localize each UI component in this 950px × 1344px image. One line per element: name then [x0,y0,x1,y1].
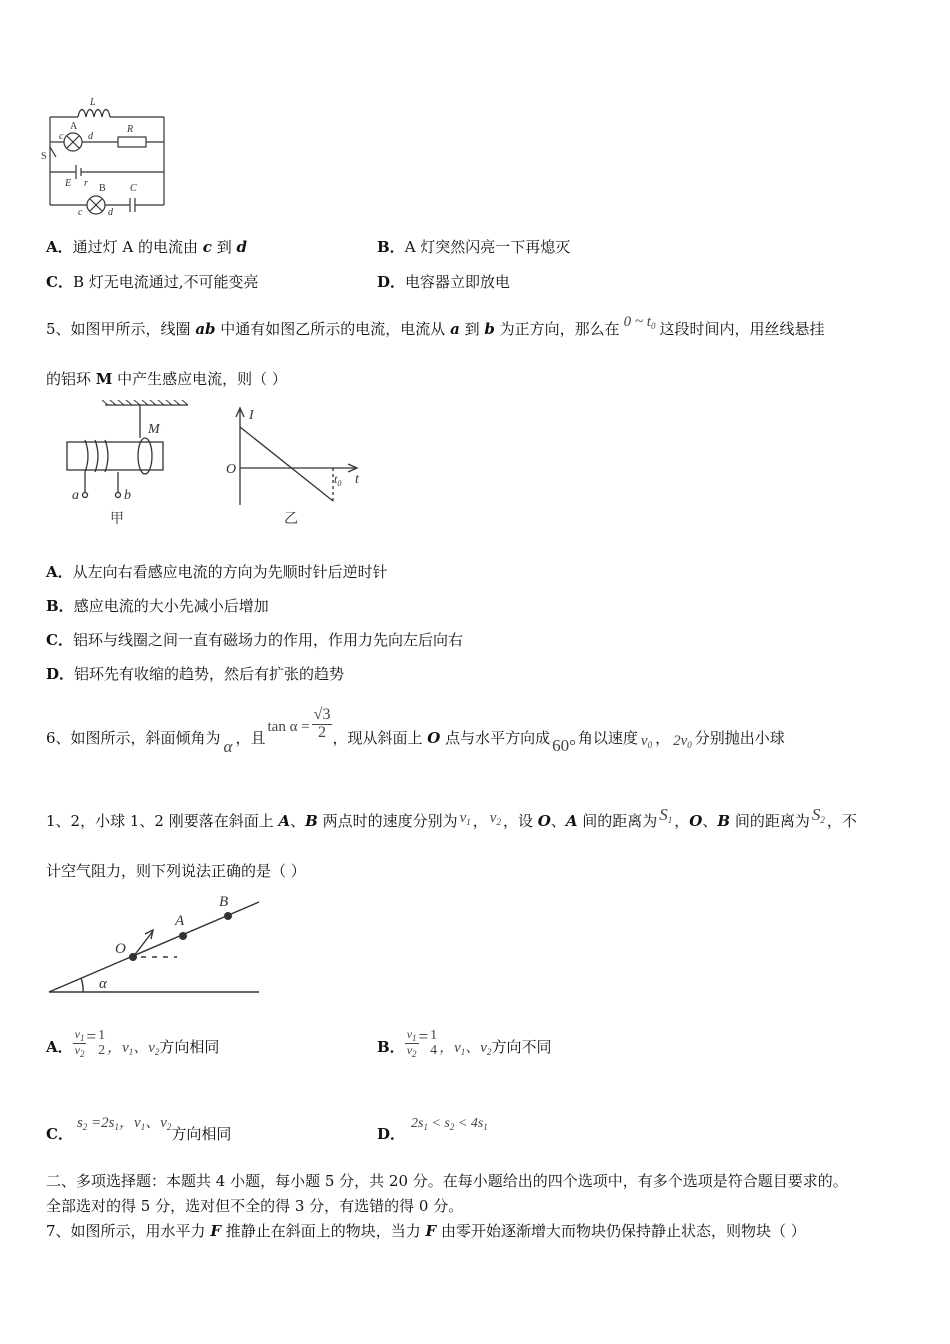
option-letter: B． [377,238,405,256]
fig-label-a: a [72,488,79,503]
q6-stem-line1: 6、如图所示，斜面倾角为 α ，且tan α = $\frac{√3}{2}$ ，现从斜面上 O 点与水平方向成 60° 角以速度 $v_0$ ， $2v_0$ 分别抛出小球 [46,706,785,757]
q7-stem: 7、如图所示，用水平力 F 推静止在斜面上的物块，当力 F 由零开始逐渐增大而物块仍保持静止状态，则物块（ ） [46,1222,806,1240]
q5-option-c[interactable]: C．铝环与线圈之间一直有磁场力的作用，作用力先向左后向右 [46,631,463,649]
coil-figure [60,400,190,530]
option-letter: D． [377,1125,406,1143]
circuit-figure [38,92,173,222]
current-graph [220,405,370,530]
q4-option-c[interactable]: C．B 灯无电流通过,不可能变亮 [46,273,259,291]
q6-option-c[interactable]: C．$s_2 =2s_1$，$v_1$、$v_2$方向相同 [46,1115,232,1143]
fig-label-d2: d [108,207,113,218]
option-letter: C． [46,273,73,291]
origin-label: O [226,462,237,477]
q4-option-b[interactable]: B．A 灯突然闪亮一下再熄灭 [377,238,571,256]
option-letter: B． [377,1037,405,1056]
fig-label-A: A [70,121,78,132]
fig-caption-yi: 乙 [284,512,298,527]
fig-label-b: b [124,488,131,503]
option-letter: A． [46,563,73,581]
q4-option-d[interactable]: D．电容器立即放电 [377,273,511,291]
fig-label-L: L [90,97,96,108]
fig-label-r: r [84,178,88,189]
q6-stem-line3: 计空气阻力，则下列说法正确的是（ ） [46,862,306,880]
option-letter: D． [377,273,406,291]
q6-option-d[interactable]: D．$2s_1 < s_2 < 4s_1$ [377,1116,488,1143]
fig-label-c2: c [78,207,83,218]
fig-label-M: M [148,422,160,437]
fig-label-alpha: α [99,976,107,992]
axis-label-t: t [355,472,359,487]
q5-option-d[interactable]: D．铝环先有收缩的趋势，然后有扩张的趋势 [46,665,345,683]
fig-label-B: B [219,894,229,910]
t0-label: $t_0$ [334,472,342,488]
q6-option-a[interactable]: A． $\frac{v_1}{v_2}$ = 1 2 ，$v_1$、$v_2$方向相同 [46,1026,220,1060]
fig-label-E: E [65,178,72,189]
option-letter: C． [46,631,73,649]
option-letter: A． [46,1037,73,1056]
section2-heading-line2: 全部选对的得 5 分，选对但不全的得 3 分，有选错的得 0 分。 [46,1197,464,1215]
fig-label-c: c [59,131,64,142]
q5-stem-line2: 的铝环 M 中产生感应电流，则（ ） [46,370,287,388]
fig-label-A: A [175,913,185,929]
fig-label-C: C [130,183,137,194]
axis-label-I: I [249,408,254,423]
incline-figure [45,890,265,1000]
q5-stem-line1: 5、如图甲所示，线圈 ab 中通有如图乙所示的电流，电流从 a 到 b 为正方向，那么在 0 ~ $t_0$ 这段时间内，用丝线悬挂 [46,314,825,338]
option-letter: D． [46,665,75,683]
option-letter: A． [46,238,73,256]
q6-option-b[interactable]: B． $\frac{v_1}{v_2}$ = 1 4 ，$v_1$、$v_2$方向不同 [377,1026,552,1060]
option-letter: B． [46,597,74,615]
q4-option-a[interactable]: A．通过灯 A 的电流由 c 到 d [46,238,247,256]
option-letter: C． [46,1125,73,1143]
fig-caption-jia: 甲 [110,512,124,527]
fig-label-d: d [88,131,93,142]
section2-heading-line1: 二、多项选择题：本题共 4 小题，每小题 5 分，共 20 分。在每小题给出的四个选项中，有多个选项是符合题目要求的。 [46,1172,848,1190]
fig-label-R: R [127,124,134,135]
q6-stem-line2: 1、2，小球 1、2 刚要落在斜面上 A、B 两点时的速度分别为 $v_1$ ， $v_2$ ，设 O、A 间的距离为 $S_1$ ，O、B 间的距离为 $S_2$ ，不 [46,805,857,830]
fig-label-S: S [41,151,47,162]
fig-label-B: B [99,183,106,194]
fig-label-O: O [115,941,126,957]
q5-option-b[interactable]: B．感应电流的大小先减小后增加 [46,597,269,615]
q5-option-a[interactable]: A．从左向右看感应电流的方向为先顺时针后逆时针 [46,563,388,581]
